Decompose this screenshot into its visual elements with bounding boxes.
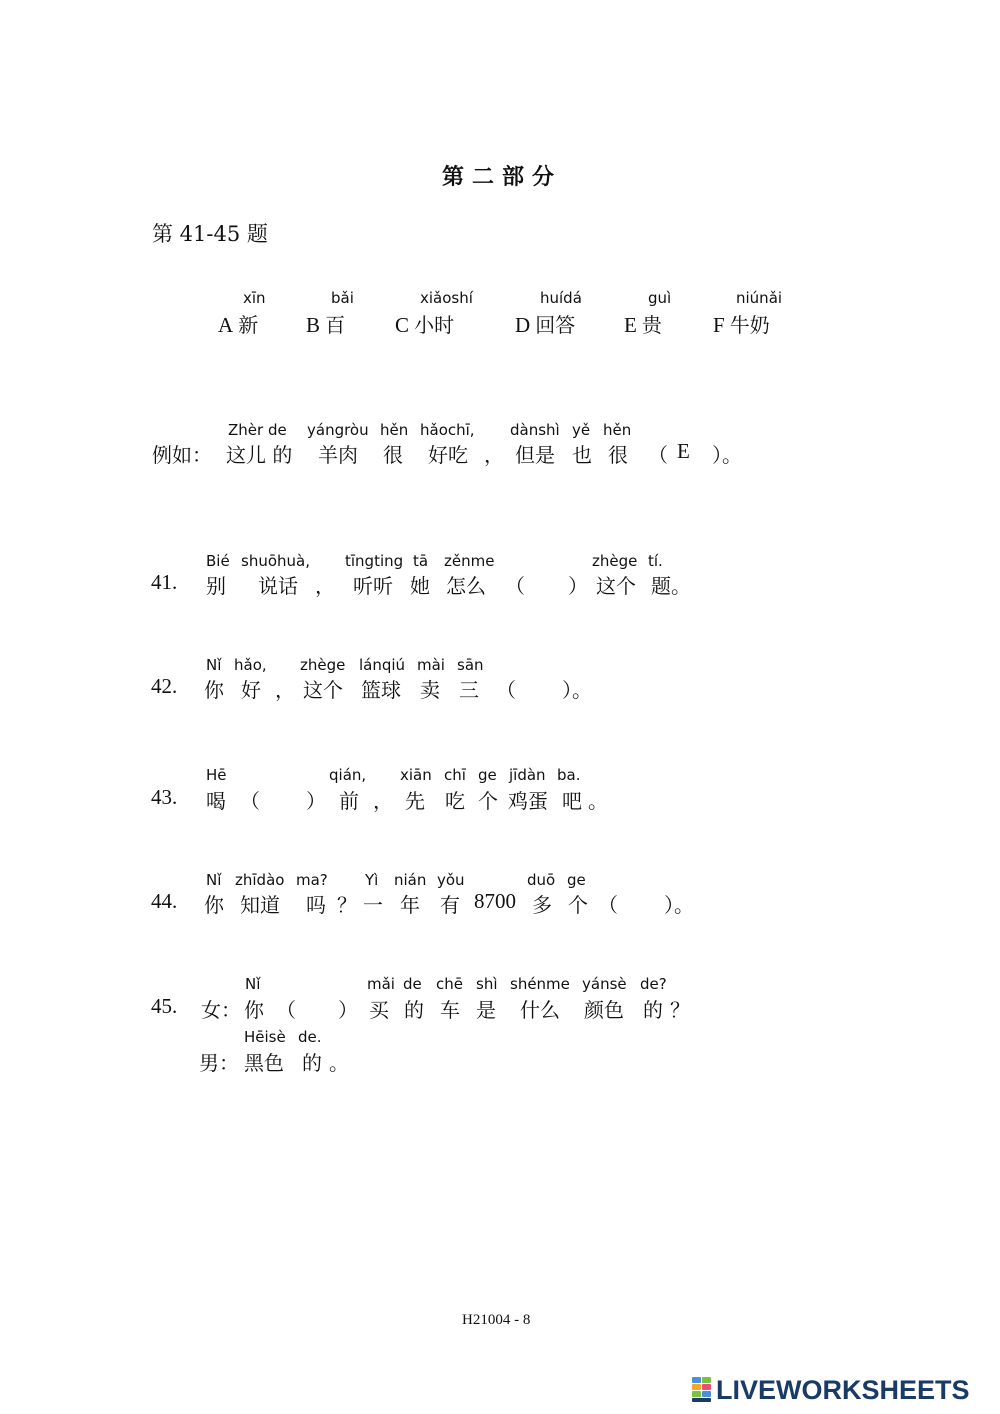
hanzi: 的 <box>302 1051 322 1075</box>
example-answer: E <box>677 439 690 463</box>
pinyin: tí. <box>648 552 663 570</box>
hanzi: 听听 <box>353 574 393 598</box>
hanzi: 题 <box>651 574 671 598</box>
hanzi: ， <box>373 789 393 813</box>
pinyin: jīdàn <box>509 766 546 784</box>
option-e <box>624 309 662 338</box>
hanzi: 吧 <box>562 789 582 813</box>
hanzi: 这儿 的 <box>226 443 293 467</box>
hanzi: 黑色 <box>244 1051 284 1075</box>
option-d-pinyin: huídá <box>540 289 582 307</box>
pinyin: Bié <box>206 552 230 570</box>
hanzi: 好吃 <box>428 443 468 467</box>
hanzi: （ <box>648 443 668 467</box>
pinyin: chē <box>436 975 463 993</box>
option-f <box>713 309 770 338</box>
hanzi: 好 <box>241 678 261 702</box>
speaker-male: 男： <box>199 1051 239 1075</box>
pinyin: de <box>403 975 422 993</box>
logo-text: LIVEWORKSHEETS <box>716 1374 970 1405</box>
hanzi: 也 <box>572 443 592 467</box>
answer-blank-open[interactable]: （ <box>505 574 525 598</box>
option-letter: E <box>624 313 637 337</box>
hanzi: 别 <box>206 574 226 598</box>
pinyin: ge <box>478 766 497 784</box>
pinyin: hěn <box>603 421 632 439</box>
pinyin: lánqiú <box>359 656 406 674</box>
pinyin: shénme <box>510 975 570 993</box>
answer-blank-open[interactable]: （ <box>496 678 516 702</box>
hanzi: 你 <box>204 893 224 917</box>
hanzi: 吗 <box>306 893 326 917</box>
pinyin: hǎo, <box>234 656 267 674</box>
logo-tiles-icon <box>692 1377 712 1403</box>
answer-blank-close: ） <box>568 574 588 598</box>
pinyin: Nǐ <box>206 656 222 674</box>
option-a-pinyin: xīn <box>243 289 266 307</box>
hanzi: 她 <box>410 574 430 598</box>
hanzi: 篮球 <box>361 678 401 702</box>
pinyin: yǒu <box>437 871 465 889</box>
pinyin: de. <box>298 1028 322 1046</box>
option-b <box>306 309 345 338</box>
hanzi: 你 <box>244 998 264 1022</box>
pinyin: de? <box>640 975 667 993</box>
option-word: 百 <box>325 313 346 337</box>
option-d <box>515 309 575 338</box>
hanzi: 个 <box>568 893 588 917</box>
hanzi: 一 <box>363 893 383 917</box>
hanzi: 先 <box>405 789 425 813</box>
question-number: 41. <box>151 570 178 594</box>
hanzi: 什么 <box>520 998 560 1022</box>
hanzi: 怎么 <box>446 574 486 598</box>
option-word: 贵 <box>641 313 662 337</box>
hanzi: 很 <box>383 443 403 467</box>
option-letter: B <box>306 313 321 337</box>
pinyin: ma? <box>296 871 328 889</box>
option-e-pinyin: guì <box>648 289 672 307</box>
pinyin: yángròu <box>307 421 369 439</box>
hanzi: 。 <box>671 574 691 598</box>
pinyin: zhège <box>592 552 638 570</box>
question-number: 45. <box>151 994 178 1018</box>
hanzi: ？ <box>337 893 357 917</box>
section-title: 第二部分 <box>442 164 563 190</box>
hanzi: 喝 <box>206 789 226 813</box>
hanzi: ？ <box>670 998 690 1022</box>
pinyin: duō <box>527 871 556 889</box>
hanzi: ， <box>275 678 295 702</box>
hanzi: 买 <box>369 998 389 1022</box>
question-number: 43. <box>151 785 178 809</box>
pinyin: sān <box>457 656 484 674</box>
hanzi: 这个 <box>303 678 343 702</box>
speaker-female: 女： <box>201 998 241 1022</box>
pinyin: Yì <box>365 871 379 889</box>
hanzi: ， <box>484 443 504 467</box>
pinyin: shuōhuà, <box>241 552 310 570</box>
pinyin: shì <box>476 975 498 993</box>
pinyin: nián <box>394 871 427 889</box>
hanzi: 吃 <box>445 789 465 813</box>
hanzi: 鸡蛋 <box>508 789 548 813</box>
option-word: 新 <box>238 313 259 337</box>
hanzi: 有 <box>440 893 460 917</box>
hanzi: 是 <box>476 998 496 1022</box>
hanzi: 说话 <box>258 574 298 598</box>
hanzi: 个 <box>478 789 498 813</box>
hanzi: 。 <box>329 1051 349 1075</box>
pinyin: mài <box>417 656 445 674</box>
pinyin: Nǐ <box>245 975 261 993</box>
hanzi: 这个 <box>596 574 636 598</box>
pinyin: zěnme <box>444 552 495 570</box>
answer-blank-close: ） <box>306 789 326 813</box>
option-letter: A <box>218 313 234 337</box>
hanzi: ）。 <box>712 443 742 467</box>
hanzi: 颜色 <box>584 998 624 1022</box>
option-word: 小时 <box>414 313 455 337</box>
hanzi: 三 <box>459 678 479 702</box>
question-range: 第 41-45 题 <box>152 222 268 246</box>
pinyin: dànshì <box>510 421 560 439</box>
hanzi: 的 <box>643 998 663 1022</box>
option-letter: D <box>515 313 531 337</box>
hanzi: 很 <box>608 443 628 467</box>
pinyin: qián, <box>329 766 367 784</box>
pinyin: zhīdào <box>235 871 285 889</box>
answer-blank-close: ）。 <box>664 893 694 917</box>
hanzi: 车 <box>440 998 460 1022</box>
question-number: 44. <box>151 889 178 913</box>
page-footer: H21004 - 8 <box>462 1312 531 1328</box>
pinyin: tā <box>413 552 429 570</box>
hanzi: 前 <box>339 789 359 813</box>
option-c <box>395 309 454 338</box>
answer-blank-close: ）。 <box>562 678 592 702</box>
example-label: 例如： <box>152 443 212 467</box>
answer-blank-open[interactable]: （ <box>240 789 260 813</box>
pinyin: hǎochī, <box>420 421 475 439</box>
pinyin: Zhèr de <box>228 421 287 439</box>
option-a <box>218 309 258 338</box>
hanzi: 羊肉 <box>318 443 358 467</box>
hanzi: 你 <box>204 678 224 702</box>
option-word: 回答 <box>535 313 576 337</box>
pinyin: yě <box>572 421 591 439</box>
hanzi: 年 <box>400 893 420 917</box>
pinyin: ba. <box>557 766 581 784</box>
pinyin: ge <box>567 871 586 889</box>
option-f-pinyin: niúnǎi <box>736 289 783 307</box>
pinyin: Hē <box>206 766 227 784</box>
hanzi: ， <box>315 574 335 598</box>
liveworksheets-logo <box>692 1373 970 1407</box>
option-word: 牛奶 <box>729 313 770 337</box>
answer-blank-open[interactable]: （ <box>598 893 618 917</box>
hanzi: 但是 <box>515 443 555 467</box>
hanzi: 的 <box>404 998 424 1022</box>
pinyin: xiān <box>400 766 432 784</box>
pinyin: zhège <box>300 656 346 674</box>
pinyin: Nǐ <box>206 871 222 889</box>
pinyin: tīngting <box>345 552 404 570</box>
answer-blank-close: ） <box>338 998 358 1022</box>
option-letter: F <box>713 313 725 337</box>
pinyin: hěn <box>380 421 409 439</box>
option-c-pinyin: xiǎoshí <box>420 289 473 307</box>
pinyin: chī <box>444 766 466 784</box>
option-letter: C <box>395 313 410 337</box>
answer-blank-open[interactable]: （ <box>276 998 296 1022</box>
pinyin: Hēisè <box>244 1028 286 1046</box>
hanzi: 8700 <box>474 889 516 913</box>
hanzi: 多 <box>532 893 552 917</box>
question-number: 42. <box>151 674 178 698</box>
pinyin: yánsè <box>582 975 627 993</box>
hanzi: 卖 <box>420 678 440 702</box>
pinyin: mǎi <box>367 975 395 993</box>
hanzi: 。 <box>588 789 608 813</box>
option-b-pinyin: bǎi <box>331 289 354 307</box>
hanzi: 知道 <box>240 893 280 917</box>
